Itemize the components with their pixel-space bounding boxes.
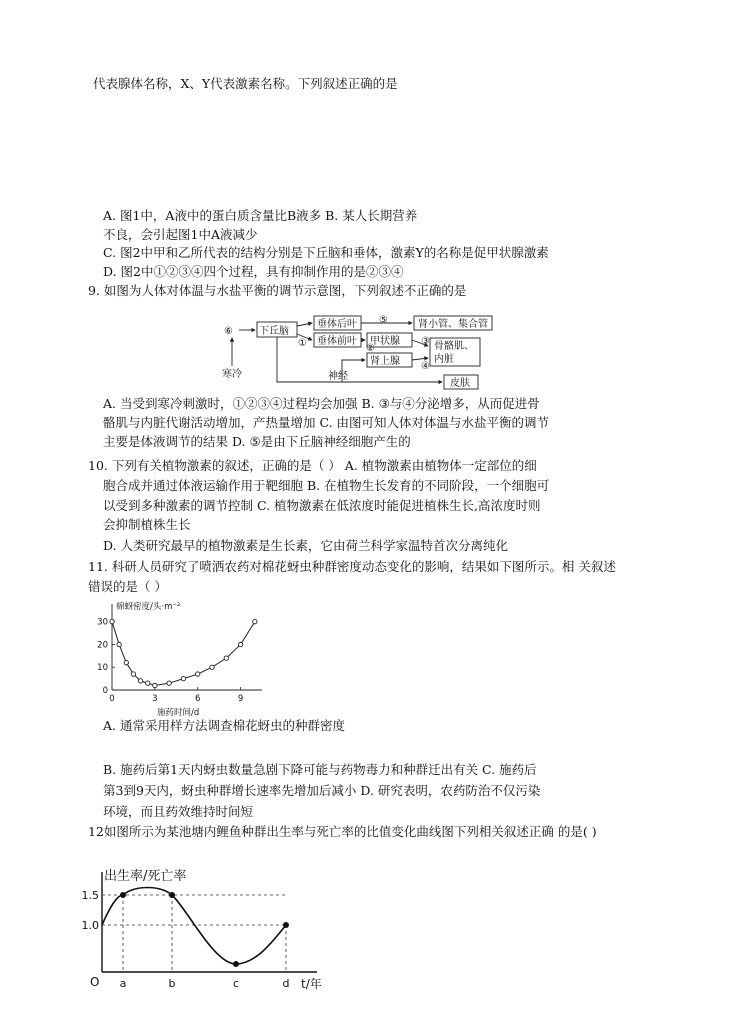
q9-label-3: ③ [421, 336, 430, 347]
q9-cold-label: 寒冷 [222, 369, 242, 380]
data-point [238, 642, 242, 646]
q9-label-6: ⑥ [224, 326, 233, 337]
q9-hypothalamus-label: 下丘脑 [259, 326, 289, 337]
q9-thyroid-label: 甲状腺 [370, 336, 400, 347]
q9-skin-label: 皮肤 [450, 378, 470, 389]
x-tick-label: 3 [152, 694, 158, 704]
y-tick-label: 20 [97, 640, 108, 651]
data-point [153, 683, 157, 687]
q9-adrenal-label: 肾上腺 [370, 356, 400, 367]
y-axis-label: 棉蚜密度/头·m⁻² [116, 602, 181, 612]
y-tick-label: 10 [97, 663, 108, 674]
q9-nerve-label: 神经 [328, 371, 348, 382]
q12-stem: 12如图所示为某池塘内鲤鱼种群出生率与死亡率的比值变化曲线图下列相关叙述正确 的是( ) [88, 824, 597, 839]
q10-line-4: 会抑制植株生长 [103, 517, 191, 532]
q9-line-2: 骼肌与内脏代谢活动增加，产热量增加 C. 由图可知人体对体温与水盐平衡的调节 [103, 415, 550, 430]
birth-death-ratio-chart [81, 862, 336, 992]
q10-line-5: D. 人类研究最早的植物激素是生长素，它由荷兰科学家温特首次分离纯化 [103, 538, 509, 553]
x-tick-label: c [232, 977, 240, 990]
y-axis-label: 出生率/死亡率 [104, 869, 187, 884]
q11-option-a: A. 通常采用样方法调查棉花蚜虫的种群密度 [103, 718, 345, 733]
x-axis-label: t/年 [301, 977, 322, 991]
q8-option-d: D. 图2中①②③④四个过程，具有抑制作用的是②③④ [103, 264, 404, 279]
q10-line-3: 以受到多种激素的调节控制 C. 植物激素在低浓度时能促进植株生长,高浓度时则 [103, 498, 541, 513]
q9-label-4: ④ [421, 361, 430, 372]
origin-label: O [90, 975, 100, 989]
data-point [196, 672, 200, 676]
x-tick-label: d [282, 977, 290, 990]
data-point [146, 681, 150, 685]
x-tick-label: 0 [109, 694, 115, 704]
q11-option-b: B. 施药后第1天内蚜虫数量急剧下降可能与药物毒力和种群迁出有关 C. 施药后 [103, 762, 537, 777]
q9-label-2: ② [366, 343, 375, 354]
q9-line-3: 主要是体液调节的结果 D. ⑤是由下丘脑神经细胞产生的 [103, 434, 411, 449]
x-tick-label: 9 [237, 694, 244, 704]
q11-stem-1: 11. 科研人员研究了喷洒农药对棉花蚜虫种群密度动态变化的影响，结果如下图所示。相 关叙述 [88, 559, 616, 574]
q10-line-1: 10. 下列有关植物激素的叙述，正确的是（ ） A. 植物激素由植物体一定部位的细 [88, 458, 537, 473]
y-tick-label: 0 [102, 686, 108, 696]
q9-ant-pituitary-label: 垂体前叶 [317, 336, 357, 347]
data-point [117, 642, 121, 646]
q8-option-a: A. 图1中，A液中的蛋白质含量比B液多 B. 某人长期营养 [103, 208, 418, 223]
data-point [181, 676, 185, 680]
intro-text: 代表腺体名称，X、Y代表激素名称。下列叙述正确的是 [93, 76, 398, 91]
q8-option-c: C. 图2中甲和乙所代表的结构分别是下丘脑和垂体，激素Y的名称是促甲状腺激素 [103, 245, 549, 260]
y-tick-label: 30 [97, 617, 108, 628]
data-point [169, 892, 175, 898]
data-point [138, 679, 142, 683]
data-point [253, 619, 257, 623]
y-tick-label: 1.5 [81, 889, 99, 902]
x-tick-label: 6 [195, 694, 201, 704]
q9-stem: 9. 如图为人体对体温与水盐平衡的调节示意图，下列叙述不正确的是 [88, 283, 467, 298]
x-tick-label: b [168, 977, 176, 990]
q9-viscera-label: 内脏 [434, 354, 454, 365]
q9-post-pituitary-label: 垂体后叶 [317, 319, 357, 330]
data-point [167, 681, 171, 685]
q11-stem-2: 错误的是（ ） [88, 579, 167, 594]
data-point [233, 961, 239, 967]
data-point [210, 665, 214, 669]
q9-regulation-diagram [222, 306, 512, 392]
q9-kidney-label: 肾小管、集合管 [418, 319, 488, 330]
aphid-density-chart [92, 600, 272, 718]
ratio-curve [102, 888, 286, 965]
data-point [131, 672, 135, 676]
x-axis-label: 施药时间/d [157, 708, 200, 718]
data-point [224, 656, 228, 660]
data-point [110, 619, 114, 623]
q9-muscle-label: 骨骼肌、 [434, 341, 474, 352]
data-point [124, 660, 128, 664]
data-point [283, 922, 289, 928]
y-tick-label: 1.0 [81, 919, 99, 932]
q9-line-1: A. 当受到寒冷刺激时，①②③④过程均会加强 B. ③与④分泌增多，从而促进骨 [103, 396, 540, 411]
q11-option-d-cont: 环境，而且药效维持时间短 [103, 804, 254, 819]
q9-label-5: ⑤ [379, 315, 388, 326]
q10-line-2: 胞合成并通过体液运输作用于靶细胞 B. 在植物生长发育的不同阶段，一个细胞可 [103, 478, 550, 493]
q9-label-1: ① [298, 338, 307, 349]
q8-option-b-cont: 不良，会引起图1中A液减少 [103, 227, 258, 242]
q11-option-c-cont: 第3到9天内，蚜虫种群增长速率先增加后减小 D. 研究表明，农药防治不仅污染 [103, 783, 541, 798]
x-tick-label: a [119, 977, 127, 990]
data-point [120, 892, 126, 898]
